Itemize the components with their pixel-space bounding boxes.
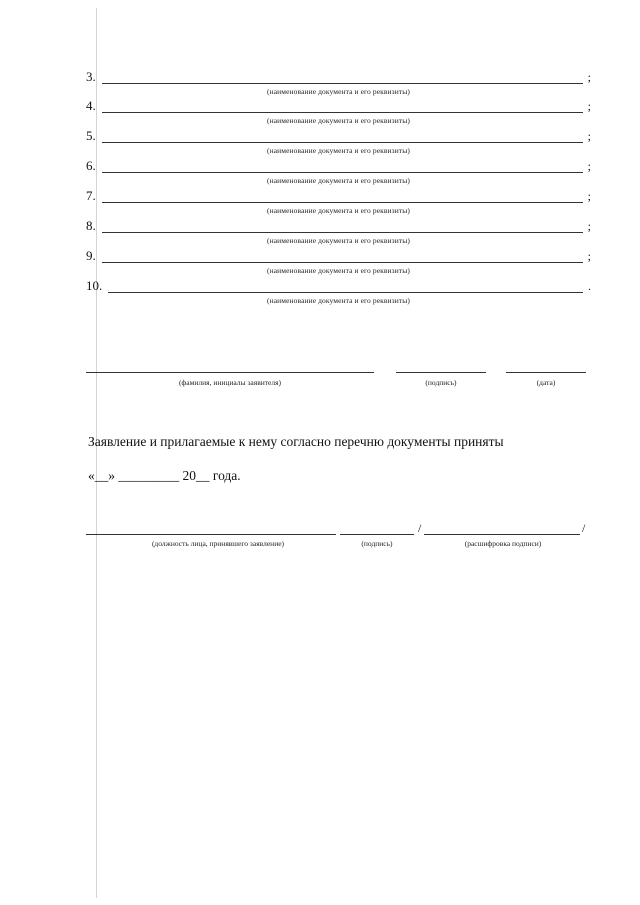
applicant-signature-field[interactable] bbox=[396, 372, 486, 373]
row-number: 10. bbox=[86, 278, 103, 293]
row-number: 4. bbox=[86, 98, 96, 113]
document-row-6 bbox=[86, 159, 591, 189]
row-terminator: ; bbox=[587, 159, 591, 173]
slash-left: / bbox=[418, 521, 422, 535]
document-row-7 bbox=[86, 189, 591, 219]
document-name-field[interactable] bbox=[102, 172, 583, 173]
row-terminator: . bbox=[588, 279, 591, 293]
official-decoding-field[interactable] bbox=[424, 534, 580, 535]
row-number: 7. bbox=[86, 188, 96, 203]
document-name-field[interactable] bbox=[102, 202, 583, 203]
document-caption: (наименование документа и его реквизиты) bbox=[267, 206, 410, 215]
document-row-5 bbox=[86, 129, 591, 159]
document-caption: (наименование документа и его реквизиты) bbox=[267, 87, 410, 96]
document-caption: (наименование документа и его реквизиты) bbox=[267, 116, 410, 125]
document-caption: (наименование документа и его реквизиты) bbox=[267, 176, 410, 185]
document-row-10 bbox=[86, 279, 591, 309]
document-row-3 bbox=[86, 70, 591, 100]
document-name-field[interactable] bbox=[102, 262, 583, 263]
applicant-date-field[interactable] bbox=[506, 372, 586, 373]
official-signature-field[interactable] bbox=[340, 534, 414, 535]
row-terminator: ; bbox=[587, 219, 591, 233]
acceptance-statement: Заявление и прилагаемые к нему согласно перечню документы приняты bbox=[88, 434, 504, 449]
document-name-field[interactable] bbox=[102, 83, 583, 84]
acceptance-date-line: «__» _________ 20__ года. bbox=[88, 468, 241, 483]
row-terminator: ; bbox=[587, 129, 591, 143]
document-name-field[interactable] bbox=[108, 292, 583, 293]
row-terminator: ; bbox=[587, 99, 591, 113]
applicant-date-caption: (дата) bbox=[536, 378, 556, 387]
applicant-name-caption: (фамилия, инициалы заявителя) bbox=[178, 378, 282, 387]
document-row-4 bbox=[86, 99, 591, 129]
document-row-8 bbox=[86, 219, 591, 249]
applicant-name-field[interactable] bbox=[86, 372, 374, 373]
document-name-field[interactable] bbox=[102, 232, 583, 233]
row-number: 5. bbox=[86, 128, 96, 143]
document-name-field[interactable] bbox=[102, 112, 583, 113]
document-row-9 bbox=[86, 249, 591, 279]
official-decoding-caption: (расшифровка подписи) bbox=[464, 539, 542, 548]
official-position-caption: (должность лица, принявшего заявление) bbox=[151, 539, 285, 548]
row-number: 3. bbox=[86, 69, 96, 84]
row-number: 6. bbox=[86, 158, 96, 173]
official-position-field[interactable] bbox=[86, 534, 336, 535]
document-caption: (наименование документа и его реквизиты) bbox=[267, 296, 410, 305]
slash-right: / bbox=[582, 521, 586, 535]
row-terminator: ; bbox=[587, 249, 591, 263]
official-signature-caption: (подпись) bbox=[361, 539, 393, 548]
document-caption: (наименование документа и его реквизиты) bbox=[267, 266, 410, 275]
document-caption: (наименование документа и его реквизиты) bbox=[267, 236, 410, 245]
row-number: 9. bbox=[86, 248, 96, 263]
row-terminator: ; bbox=[587, 189, 591, 203]
document-name-field[interactable] bbox=[102, 142, 583, 143]
row-terminator: ; bbox=[587, 70, 591, 84]
row-number: 8. bbox=[86, 218, 96, 233]
document-caption: (наименование документа и его реквизиты) bbox=[267, 146, 410, 155]
applicant-signature-caption: (подпись) bbox=[425, 378, 457, 387]
